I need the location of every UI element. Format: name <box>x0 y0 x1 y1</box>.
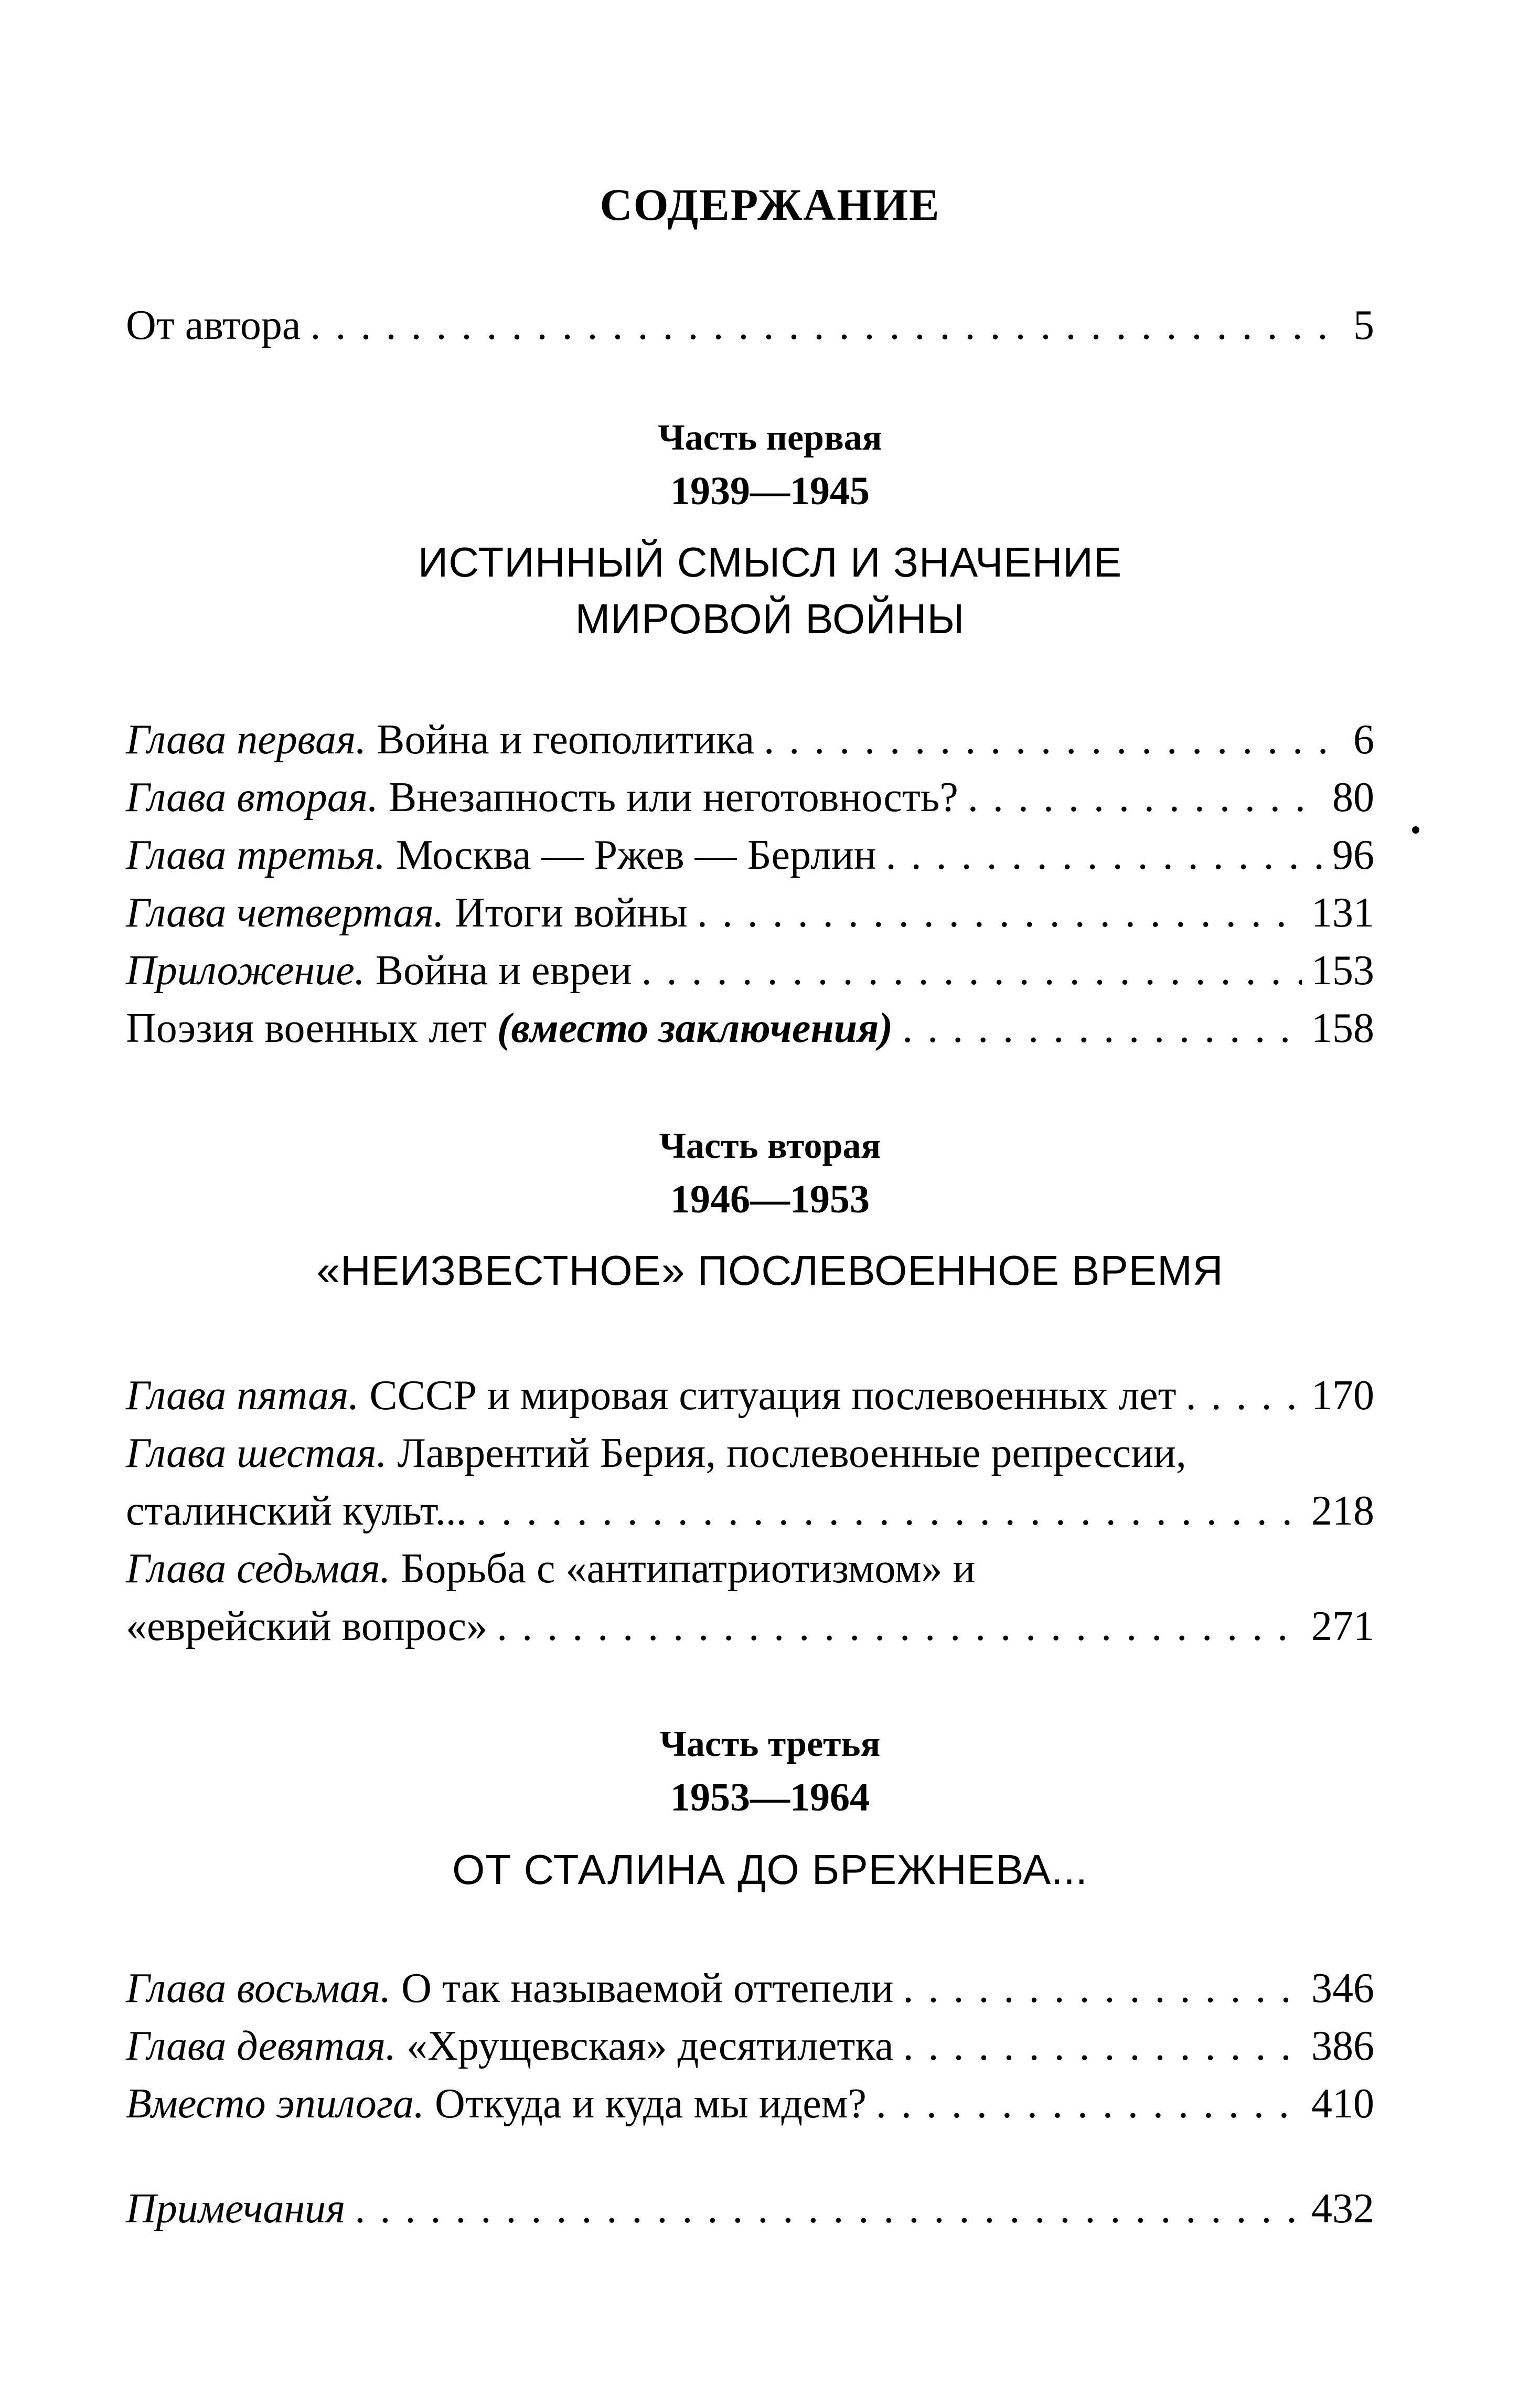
part-years: 1946—1953 <box>670 1177 870 1221</box>
dot-leader <box>1186 1369 1302 1422</box>
dot-leader <box>641 944 1302 997</box>
part-label: Часть вторая <box>659 1126 881 1166</box>
toc-title: СОДЕРЖАНИЕ <box>600 179 940 230</box>
toc-entry[interactable] <box>126 1962 1374 2015</box>
toc-page-number: 131 <box>1311 890 1374 936</box>
toc-entry-text: «еврейский вопрос» <box>126 1603 488 1649</box>
part-label: Часть первая <box>658 418 882 458</box>
chapter-label: Глава шестая. <box>126 1430 387 1476</box>
toc-entry[interactable] <box>126 1369 1374 1422</box>
toc-page-number: 96 <box>1332 832 1374 878</box>
chapter-label: Глава третья. <box>126 832 386 878</box>
chapter-label: Глава пятая. <box>126 1372 359 1419</box>
dot-leader <box>497 1600 1302 1653</box>
toc-entry-text: Война и евреи <box>375 947 632 994</box>
toc-page-number: 5 <box>1353 302 1374 348</box>
toc-entry-text: «Хрущевская» десятилетка <box>407 2023 894 2069</box>
dot-leader <box>355 2182 1302 2235</box>
toc-entry-text: Откуда и куда мы идем? <box>434 2081 867 2127</box>
part-label: Часть третья <box>659 1724 881 1764</box>
toc-entry[interactable] <box>126 713 1374 766</box>
chapter-label: Глава девятая. <box>126 2023 397 2069</box>
toc-entry-continuation[interactable] <box>126 1600 1374 1653</box>
toc-page-number: 386 <box>1311 2023 1374 2069</box>
toc-entry[interactable] <box>126 2078 1374 2130</box>
dot-leader <box>903 2020 1302 2072</box>
toc-page-number: 170 <box>1311 1372 1374 1419</box>
toc-entry-first-line[interactable] <box>126 1542 1374 1595</box>
toc-page-number: 80 <box>1332 774 1374 821</box>
toc-entry[interactable] <box>126 829 1374 881</box>
toc-entry[interactable] <box>126 1002 1374 1055</box>
part-title: «НЕИЗВЕСТНОЕ» ПОСЛЕВОЕННОЕ ВРЕМЯ <box>316 1247 1224 1294</box>
chapter-label: Глава вторая. <box>126 774 378 821</box>
toc-page-number: 432 <box>1311 2186 1374 2232</box>
toc-entry-text: Москва — Ржев — Берлин <box>395 832 876 878</box>
toc-entry-note: (вместо заключения) <box>497 1005 893 1051</box>
toc-entry-text: Лаврентий Берия, послевоенные репрессии, <box>397 1430 1186 1476</box>
toc-entry[interactable] <box>126 944 1374 997</box>
toc-entry[interactable] <box>126 887 1374 939</box>
chapter-label: Глава седьмая. <box>126 1546 391 1592</box>
toc-page-number: 6 <box>1353 717 1374 763</box>
toc-entry-text: Внезапность или неготовность? <box>388 774 958 821</box>
dot-leader <box>764 713 1344 766</box>
chapter-label: Глава четвертая. <box>126 890 444 936</box>
toc-entry-text: СССР и мировая ситуация послевоенных лет <box>369 1372 1177 1419</box>
toc-entry-text: О так называемой оттепели <box>401 1965 894 2011</box>
toc-entry-text: Поэзия военных лет <box>126 1005 487 1051</box>
toc-entry-text: Итоги войны <box>454 890 688 936</box>
toc-entry-text: Война и геополитика <box>377 717 755 763</box>
part-title: ИСТИННЫЙ СМЫСЛ И ЗНАЧЕНИЕ <box>418 539 1122 585</box>
toc-entry-text: Примечания <box>126 2186 346 2232</box>
toc-entry-intro[interactable] <box>126 299 1374 352</box>
toc-page-number: 218 <box>1311 1488 1374 1534</box>
toc-entry[interactable] <box>126 771 1374 824</box>
part-years: 1953—1964 <box>670 1775 870 1819</box>
part-title: ОТ СТАЛИНА ДО БРЕЖНЕВА... <box>452 1846 1088 1893</box>
toc-entry-text: От автора <box>126 302 301 348</box>
part-title: МИРОВОЙ ВОЙНЫ <box>575 595 965 642</box>
appendix-label: Приложение. <box>126 947 365 994</box>
chapter-label: Глава первая. <box>126 717 367 763</box>
dot-leader <box>697 887 1302 939</box>
toc-page-number: 153 <box>1311 947 1374 994</box>
dot-leader <box>968 771 1323 824</box>
dot-leader <box>902 1002 1302 1055</box>
dot-leader <box>476 1485 1302 1537</box>
toc-page-number: 271 <box>1311 1603 1374 1649</box>
part-years: 1939—1945 <box>670 469 870 513</box>
dot-leader <box>903 1962 1302 2015</box>
dot-leader <box>876 2078 1302 2130</box>
chapter-label: Глава восьмая. <box>126 1965 391 2011</box>
epilogue-label: Вместо эпилога. <box>126 2081 424 2127</box>
toc-page-number: 346 <box>1311 1965 1374 2011</box>
stray-dot <box>1412 826 1419 834</box>
toc-page-number: 158 <box>1311 1005 1374 1051</box>
toc-page-number: 410 <box>1311 2081 1374 2127</box>
toc-entry-continuation[interactable] <box>126 1485 1374 1537</box>
dot-leader <box>310 299 1344 352</box>
toc-entry[interactable] <box>126 2020 1374 2072</box>
toc-entry-first-line[interactable] <box>126 1427 1374 1479</box>
toc-entry-notes[interactable] <box>126 2182 1374 2235</box>
dot-leader <box>886 829 1323 881</box>
toc-entry-text: Борьба с «антипатриотизмом» и <box>401 1546 976 1592</box>
toc-entry-text: сталинский культ... <box>126 1488 467 1534</box>
